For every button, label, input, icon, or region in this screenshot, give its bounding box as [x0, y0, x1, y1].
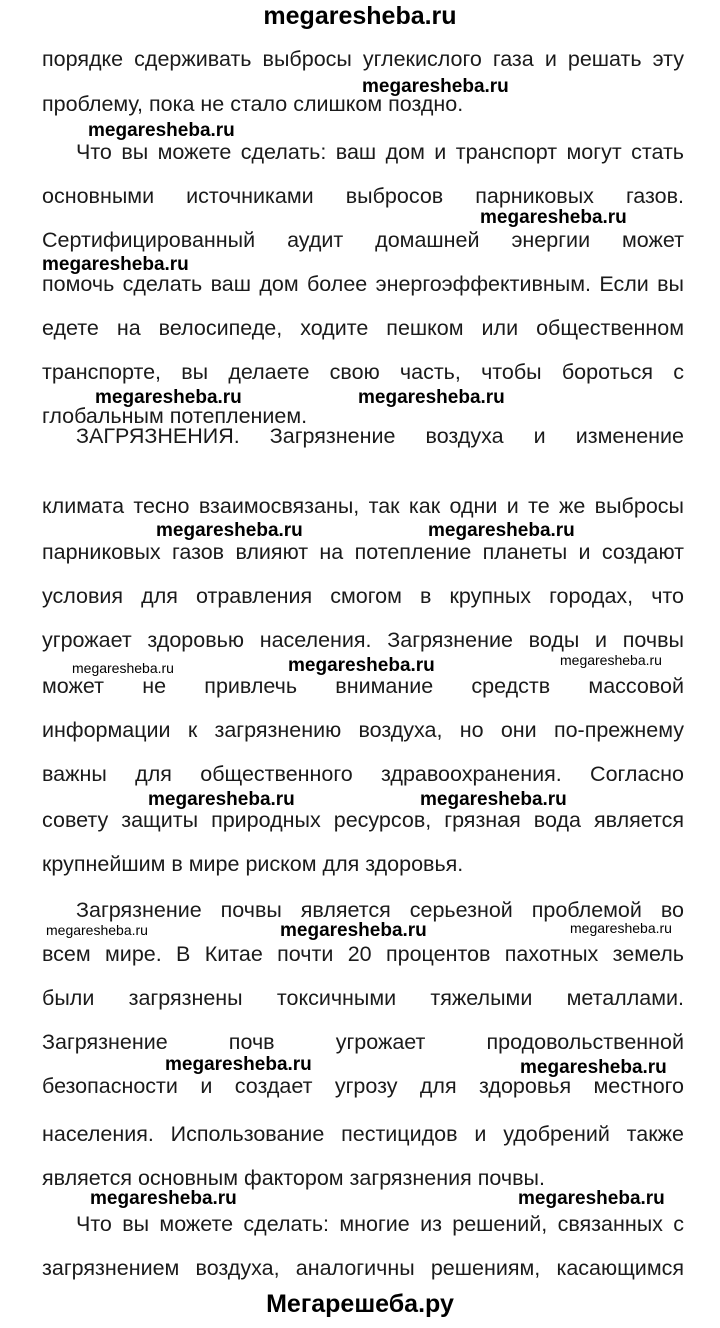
watermark: megaresheba.ru	[148, 789, 295, 810]
watermark: megaresheba.ru	[46, 922, 148, 938]
text-line: климата тесно взаимосвязаны, так как одни и те же выбросы	[42, 494, 684, 518]
watermark: megaresheba.ru	[156, 520, 303, 541]
text-line: ЗАГРЯЗНЕНИЯ. Загрязнение воздуха и изменение	[76, 424, 684, 448]
page-header-watermark: megaresheba.ru	[263, 2, 457, 30]
watermark: megaresheba.ru	[362, 76, 509, 97]
watermark: megaresheba.ru	[288, 655, 435, 676]
text-line: населения. Использование пестицидов и удобрений также	[42, 1122, 684, 1146]
text-line: порядке сдерживать выбросы углекислого газа и решать эту	[42, 47, 684, 71]
watermark: megaresheba.ru	[570, 920, 672, 936]
watermark: megaresheba.ru	[95, 387, 242, 408]
text-line: всем мире. В Китае почти 20 процентов пахотных земель	[42, 942, 684, 966]
page-footer-watermark: Мегарешеба.ру	[266, 1290, 454, 1318]
watermark: megaresheba.ru	[42, 254, 189, 275]
text-line: Сертифицированный аудит домашней энергии может	[42, 228, 684, 252]
watermark: megaresheba.ru	[560, 652, 662, 668]
text-line: угрожает здоровью населения. Загрязнение воды и почвы	[42, 628, 684, 652]
text-line: условия для отравления смогом в крупных городах, что	[42, 584, 684, 608]
text-line: транспорте, вы делаете свою часть, чтобы бороться с	[42, 360, 684, 384]
watermark: megaresheba.ru	[90, 1188, 237, 1209]
watermark: megaresheba.ru	[420, 789, 567, 810]
text-line: Загрязнение почвы является серьезной проблемой во	[76, 898, 684, 922]
text-line: помочь сделать ваш дом более энергоэффективным. Если вы	[42, 272, 684, 296]
text-line: крупнейшим в мире риском для здоровья.	[42, 852, 464, 876]
text-line: основными источниками выбросов парниковых газов.	[42, 184, 684, 208]
text-line: совету защиты природных ресурсов, грязная вода является	[42, 808, 684, 832]
watermark: megaresheba.ru	[280, 920, 427, 941]
text-line: парниковых газов влияют на потепление планеты и создают	[42, 540, 684, 564]
watermark: megaresheba.ru	[520, 1057, 667, 1078]
watermark: megaresheba.ru	[72, 660, 174, 676]
text-line: может не привлечь внимание средств массовой	[42, 674, 684, 698]
watermark: megaresheba.ru	[518, 1188, 665, 1209]
watermark: megaresheba.ru	[165, 1054, 312, 1075]
text-line: Что вы можете сделать: многие из решений, связанных с	[76, 1212, 684, 1236]
text-line: безопасности и создает угрозу для здоровья местного	[42, 1074, 684, 1098]
text-line: Загрязнение почв угрожает продовольственной	[42, 1030, 684, 1054]
watermark: megaresheba.ru	[480, 207, 627, 228]
text-line: проблему, пока не стало слишком поздно.	[42, 92, 464, 116]
watermark: megaresheba.ru	[358, 387, 505, 408]
text-line: были загрязнены токсичными тяжелыми металлами.	[42, 986, 684, 1010]
text-line: Что вы можете сделать: ваш дом и транспорт могут стать	[76, 140, 684, 164]
watermark: megaresheba.ru	[88, 120, 235, 141]
text-line: важны для общественного здравоохранения. Согласно	[42, 762, 684, 786]
text-line: глобальным потеплением.	[42, 404, 308, 428]
text-line: едете на велосипеде, ходите пешком или общественном	[42, 316, 684, 340]
text-line: загрязнением воздуха, аналогичны решениям, касающимся	[42, 1256, 684, 1280]
text-line: информации к загрязнению воздуха, но они по-прежнему	[42, 718, 684, 742]
text-line: является основным фактором загрязнения почвы.	[42, 1166, 545, 1190]
watermark: megaresheba.ru	[428, 520, 575, 541]
